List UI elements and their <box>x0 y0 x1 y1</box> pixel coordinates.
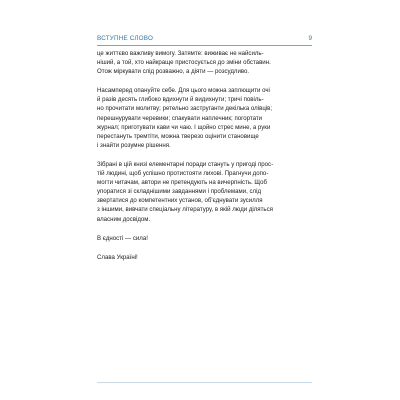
text-line: це життєво важливу вимогу. Затямте: виживає не найсиль- <box>97 50 264 57</box>
paragraph-5 <box>97 253 312 262</box>
paragraph-spacer <box>97 224 312 234</box>
page-number: 9 <box>308 35 312 42</box>
text-line: Слава Україні! <box>97 253 138 261</box>
body-text <box>97 49 312 262</box>
paragraph-3 <box>97 160 312 224</box>
text-line: тій людині, щоб успішно протистояти лихові. Прагнучи допо- <box>97 170 269 178</box>
text-line: Отож міркувати слід розважно, а діяти — розсудливо. <box>97 68 250 76</box>
text-line: і знайти розумне рішення. <box>97 141 171 149</box>
paragraph-spacer <box>97 76 312 86</box>
text-line: В єдності — сила! <box>97 234 148 242</box>
text-line: з іншими, вивчати спеціальну літературу, в якій люди діляться <box>97 206 273 214</box>
text-line: могти читачам, автори не претендують на вичерпність. Щоб <box>97 179 268 187</box>
paragraph-spacer <box>97 150 312 160</box>
section-title: ВСТУПНЕ СЛОВО <box>97 35 154 42</box>
header-divider <box>97 45 312 46</box>
footer-divider <box>97 382 312 383</box>
running-header <box>97 35 312 47</box>
text-line: Насамперед опануйте себе. Для цього можна заплющити очі <box>97 87 270 95</box>
text-line: Зібрані в цій книзі елементарні поради стануть у пригоді прос- <box>97 160 274 168</box>
paragraph-1 <box>97 49 312 76</box>
text-line: ніший, а той, хто найкраще пристосується до зміни обставин. <box>97 59 271 67</box>
text-line: упоратися зі складнішими завданнями і проблемами, слід <box>97 188 262 196</box>
paragraph-4 <box>97 234 312 243</box>
paragraph-spacer <box>97 243 312 253</box>
text-line: перестануть тремтіти, можна тверезо оцінити становище <box>97 132 259 140</box>
text-line: но прочитати молитву; ретельно заструганти декілька олівців; <box>97 105 273 113</box>
text-line: журнал; приготувати кави чи чаю. І щойно стрес мине, а руки <box>97 123 271 131</box>
text-line: звертатися до компетентних установ, об'єднувати зусилля <box>97 197 263 205</box>
text-line: й разів десять глибоко вдихнути й видихнути; тричі повіль- <box>97 96 264 104</box>
text-line: перешнурувати черевики; спакувати наплечник; погортати <box>97 114 263 122</box>
paragraph-2 <box>97 86 312 150</box>
text-line: власним досвідом. <box>97 215 151 223</box>
